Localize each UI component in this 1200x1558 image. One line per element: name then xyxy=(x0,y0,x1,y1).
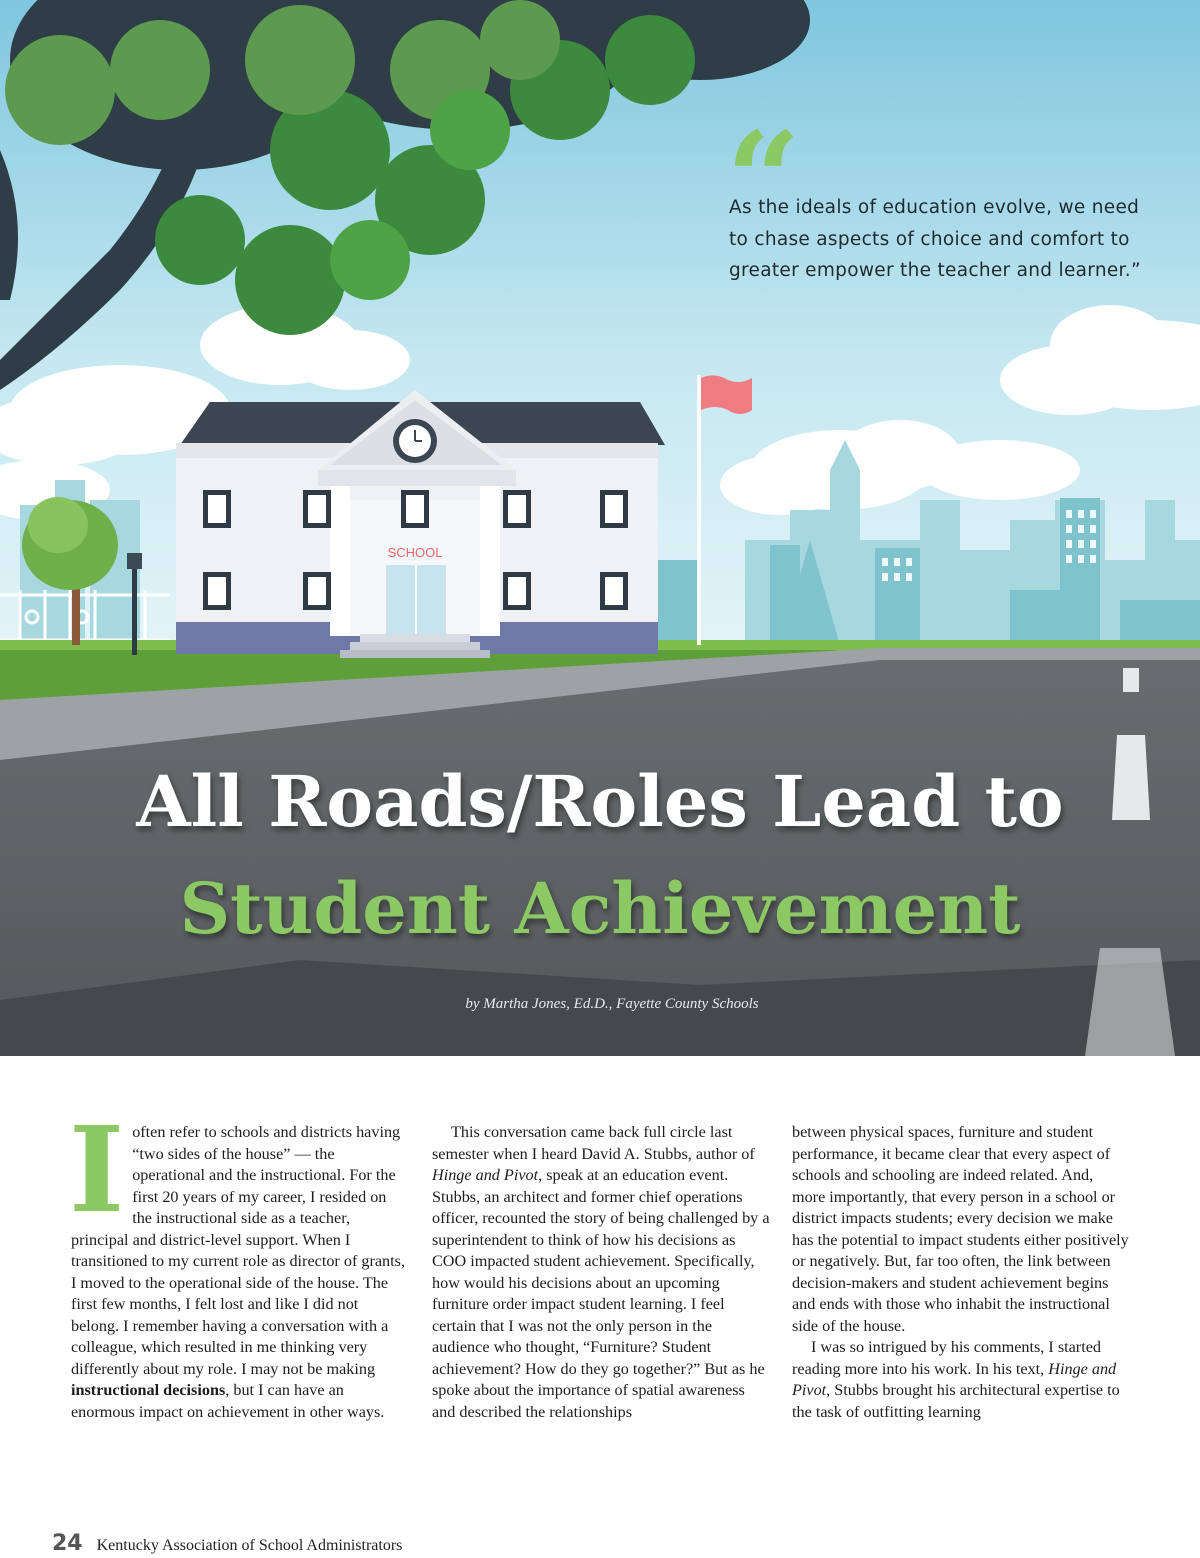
lamp-post xyxy=(132,560,137,655)
paragraph-text: often refer to schools and districts having “two sides of the house” — the operational and the instructional. For the first 20 years of my career, I resided on the instructional side as a teacher, principal and district-level support. When I transitioned to my current role as director of grants, I moved to the operational side of the house. The first few months, I felt lost and like I did not belong. I remember having a conversation with a colleague, which resulted in me thinking very differently about my role. I may not be making xyxy=(71,1123,405,1378)
paragraph-text: , speak at an education event. Stubbs, an architect and former chief operations officer, recounted the story of being challenged by a superintendent to think of how his decisions as COO impacted student achievement. Specifically, how would his decisions about an upcoming furniture order impact student learning. I feel certain that I was not the only person in the audience who thought, “Furniture? Student achievement? How do they go together?” But as he spoke about the importance of spatial awareness and described the relationships xyxy=(432,1166,770,1421)
headline-line-1: All Roads/Roles Lead to xyxy=(136,760,1064,843)
pull-quote: As the ideals of education evolve, we need to chase aspects of choice and comfort to greater empower the teacher and learner.” xyxy=(729,197,1141,281)
page-number: 24 xyxy=(52,1531,83,1556)
emphasis-bold: instructional decisions xyxy=(71,1381,226,1399)
school-sign: SCHOOL xyxy=(387,545,443,560)
page-footer xyxy=(52,1531,402,1556)
paragraph-text: , Stubbs brought his architectural expertise to the task of outfitting learning xyxy=(792,1381,1120,1421)
book-title: Hinge and Pivot xyxy=(792,1359,1117,1399)
paragraph xyxy=(432,1122,770,1423)
byline: by Martha Jones, Ed.D., Fayette County Schools xyxy=(465,996,759,1012)
paragraph xyxy=(69,1100,409,1423)
school-building xyxy=(176,390,665,658)
paragraph xyxy=(792,1337,1130,1423)
paragraph-text: I was so intrigued by his comments, I started reading more into his work. In his text, xyxy=(792,1338,1101,1378)
headline-line-2: Student Achievement xyxy=(179,867,1021,950)
drop-cap: I xyxy=(69,1100,125,1239)
article-column-3 xyxy=(792,1122,1130,1423)
quote-mark-icon: “ xyxy=(726,103,791,256)
paragraph-text: This conversation came back full circle last semester when I heard David A. Stubbs, author of xyxy=(432,1123,755,1163)
paragraph-text: , but I can have an enormous impact on achievement in other ways. xyxy=(71,1381,385,1421)
paragraph-text: between physical spaces, furniture and student performance, it became clear that every aspect of schools and schooling are indeed related. And, more importantly, that every person in a school or district impacts students; every decision we make has the potential to impact students either positively or negatively. But, far too often, the link between decision-makers and student achievement begins and ends with those who inhabit the instructional side of the house. xyxy=(792,1123,1129,1335)
article-column-2 xyxy=(432,1122,770,1423)
flagpole xyxy=(697,375,701,645)
book-title: Hinge and Pivot xyxy=(432,1166,539,1184)
paragraph xyxy=(792,1122,1130,1337)
article-column-1 xyxy=(69,1100,409,1423)
publication-name: Kentucky Association of School Administrators xyxy=(96,1537,403,1554)
